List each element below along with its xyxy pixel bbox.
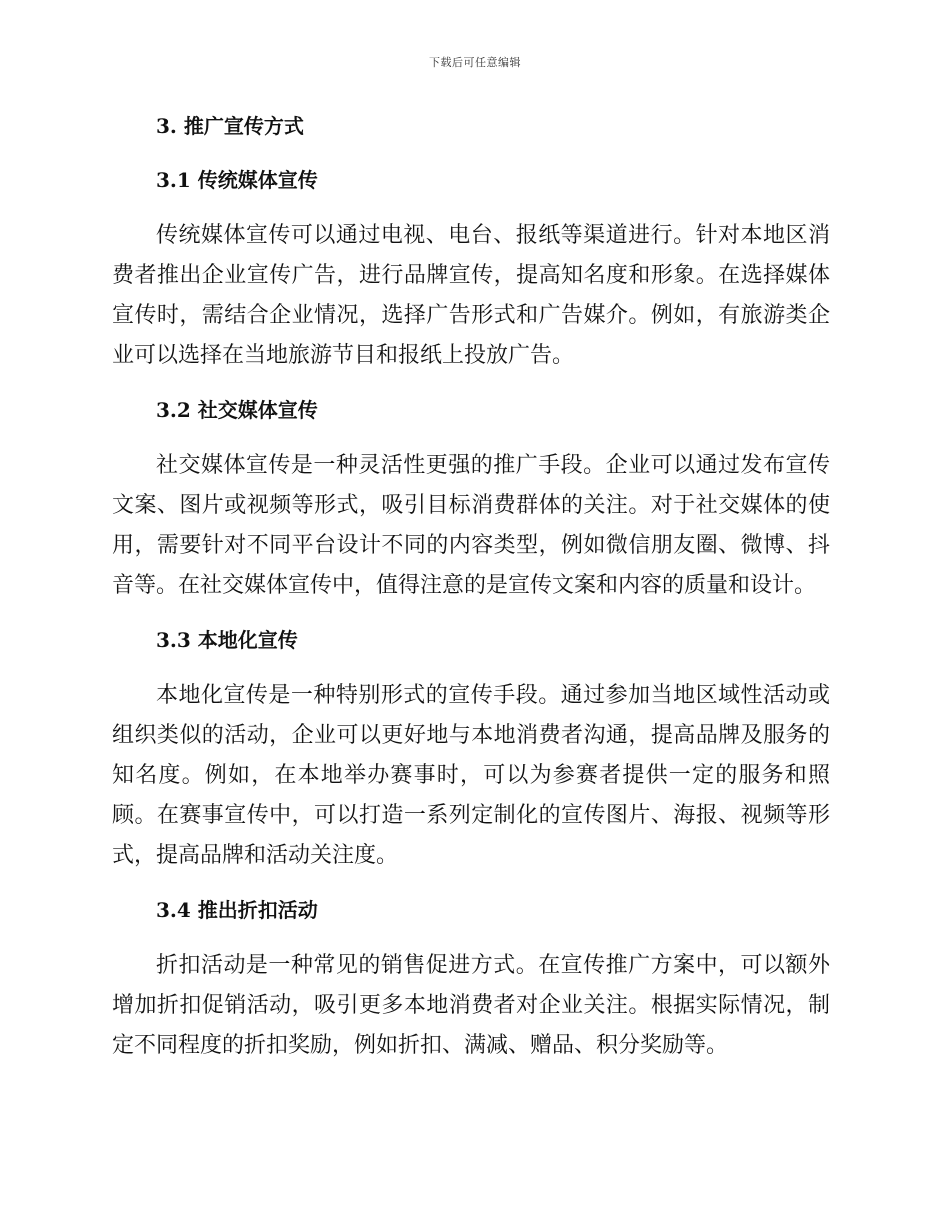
paragraph-3-2: 社交媒体宣传是一种灵活性更强的推广手段。企业可以通过发布宣传文案、图片或视频等形式，吸引目标消费群体的关注。对于社交媒体的使用，需要针对不同平台设计不同的内容类型，例如微信朋友圈、微博、抖音等。在社交媒体宣传中，值得注意的是宣传文案和内容的质量和设计。: [112, 453, 830, 598]
section-heading-3-4: 3.4 推出折扣活动: [156, 898, 318, 922]
paragraph-3-3: 本地化宣传是一种特别形式的宣传手段。通过参加当地区域性活动或组织类似的活动，企业可以更好地与本地消费者沟通，提高品牌及服务的知名度。例如，在本地举办赛事时，可以为参赛者提供一定的服务和照顾。在赛事宣传中，可以打造一系列定制化的宣传图片、海报、视频等形式，提高品牌和活动关注度。: [112, 683, 830, 868]
section-heading-3-2: 3.2 社交媒体宣传: [156, 398, 318, 422]
paragraph-3-4: 折扣活动是一种常见的销售促进方式。在宣传推广方案中，可以额外增加折扣促销活动，吸引更多本地消费者对企业关注。根据实际情况，制定不同程度的折扣奖励，例如折扣、满减、赠品、积分奖励等。: [112, 953, 830, 1058]
section-heading-3-3: 3.3 本地化宣传: [156, 628, 298, 652]
section-heading-3-1: 3.1 传统媒体宣传: [156, 168, 318, 192]
paragraph-3-1: 传统媒体宣传可以通过电视、电台、报纸等渠道进行。针对本地区消费者推出企业宣传广告，进行品牌宣传，提高知名度和形象。在选择媒体宣传时，需结合企业情况，选择广告形式和广告媒介。例如，有旅游类企业可以选择在当地旅游节目和报纸上投放广告。: [112, 223, 830, 368]
document-body: [112, 110, 830, 1084]
section-heading-3: 3. 推广宣传方式: [156, 114, 304, 138]
header-note: 下载后可任意编辑: [429, 56, 521, 69]
